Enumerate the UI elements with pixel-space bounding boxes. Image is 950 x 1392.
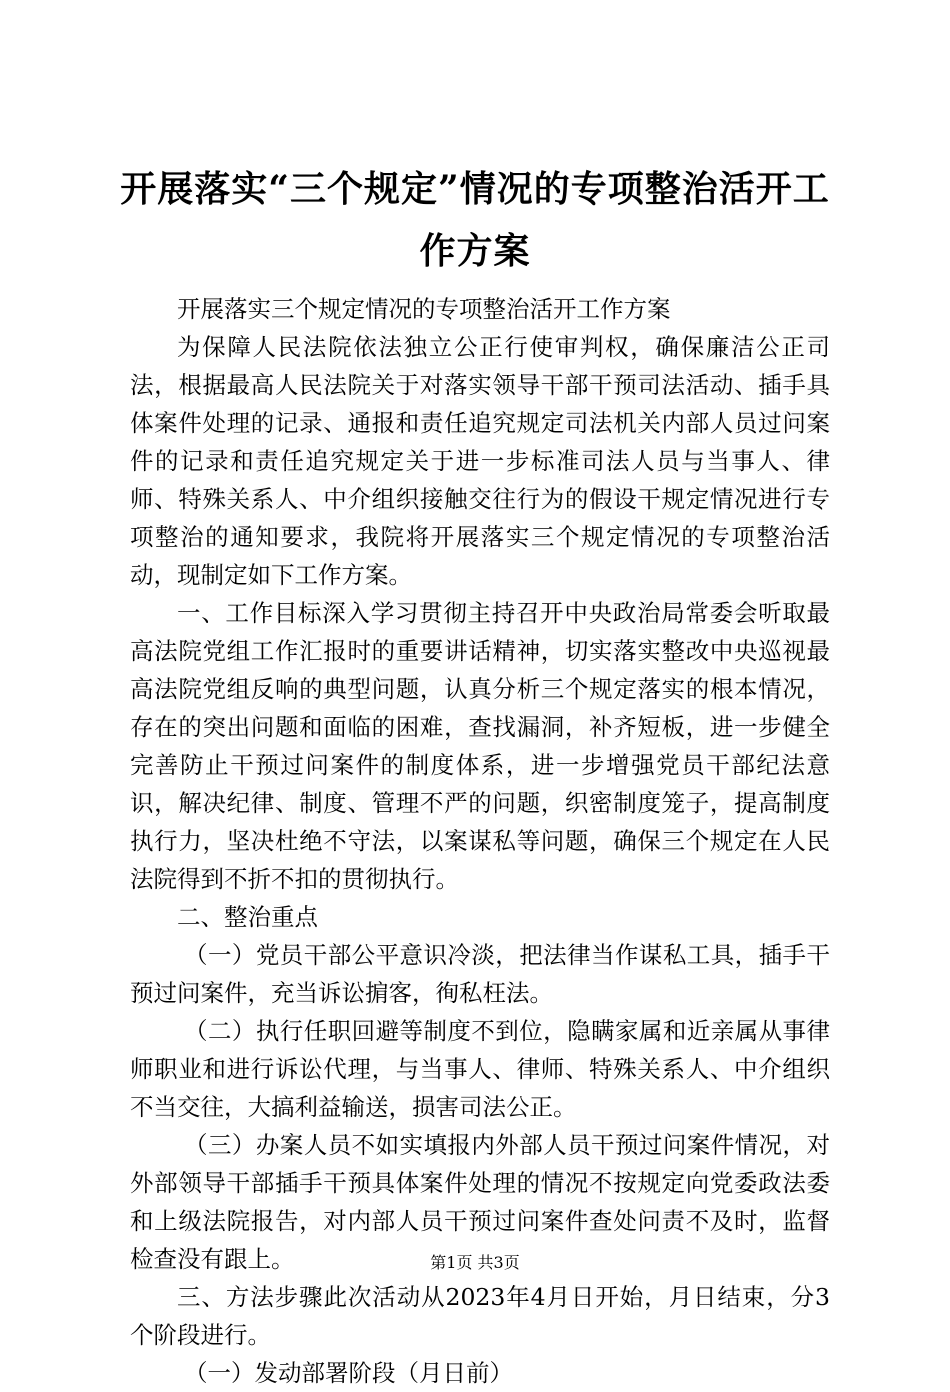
paragraph-item-1: （一）党员干部公平意识冷淡，把法律当作谋私工具，插手干预过问案件，充当诉讼掮客，徇私枉法。 (130, 941, 830, 1007)
paragraph-subtitle: 开展落实三个规定情况的专项整治活开工作方案 (177, 295, 671, 323)
paragraph-section-3: 三、方法步骤此次活动从2023年4月日开始，月日结束，分3个阶段进行。 (130, 1283, 830, 1349)
document-body (130, 290, 830, 1392)
paragraph-intro: 为保障人民法院依法独立公正行使审判权，确保廉洁公正司法，根据最高人民法院关于对落实领导干部干预司法活动、插手具体案件处理的记录、通报和责任追究规定司法机关内部人员过问案件的记录和责任追究规定关于进一步标准司法人员与当事人、律师、特殊关系人、中介组织接触交往行为的假设干规定情况进行专项整治的通知要求，我院将开展落实三个规定情况的专项整治活动，现制定如下工作方案。 (130, 333, 830, 589)
paragraph-section-2-heading: 二、整治重点 (177, 903, 318, 931)
document-title: 开展落实“三个规定”情况的专项整治活开工作方案 (120, 168, 830, 272)
paragraph-item-3: （三）办案人员不如实填报内外部人员干预过问案件情况，对外部领导干部插手干预具体案件处理的情况不按规定向党委政法委和上级法院报告，对内部人员干预过问案件查处问责不及时，监督检查没有跟上。 (130, 1131, 830, 1273)
paragraph-item-2: （二）执行任职回避等制度不到位，隐瞒家属和近亲属从事律师职业和进行诉讼代理，与当事人、律师、特殊关系人、中介组织不当交往，大搞利益输送，损害司法公正。 (130, 1017, 830, 1121)
paragraph-phase-1: （一）发动部署阶段（月日前） (184, 1359, 514, 1387)
paragraph-section-1: 一、工作目标深入学习贯彻主持召开中央政治局常委会听取最高法院党组工作汇报时的重要讲话精神，切实落实整改中央巡视最高法院党组反响的典型问题，认真分析三个规定落实的根本情况，存在的突出问题和面临的困难，查找漏洞，补齐短板，进一步健全完善防止干预过问案件的制度体系，进一步增强党员干部纪法意识，解决纪律、制度、管理不严的问题，织密制度笼子，提高制度执行力，坚决杜绝不守法，以案谋私等问题，确保三个规定在人民法院得到不折不扣的贯彻执行。 (130, 599, 830, 893)
page-footer: 第1页 共3页 (430, 1253, 520, 1272)
